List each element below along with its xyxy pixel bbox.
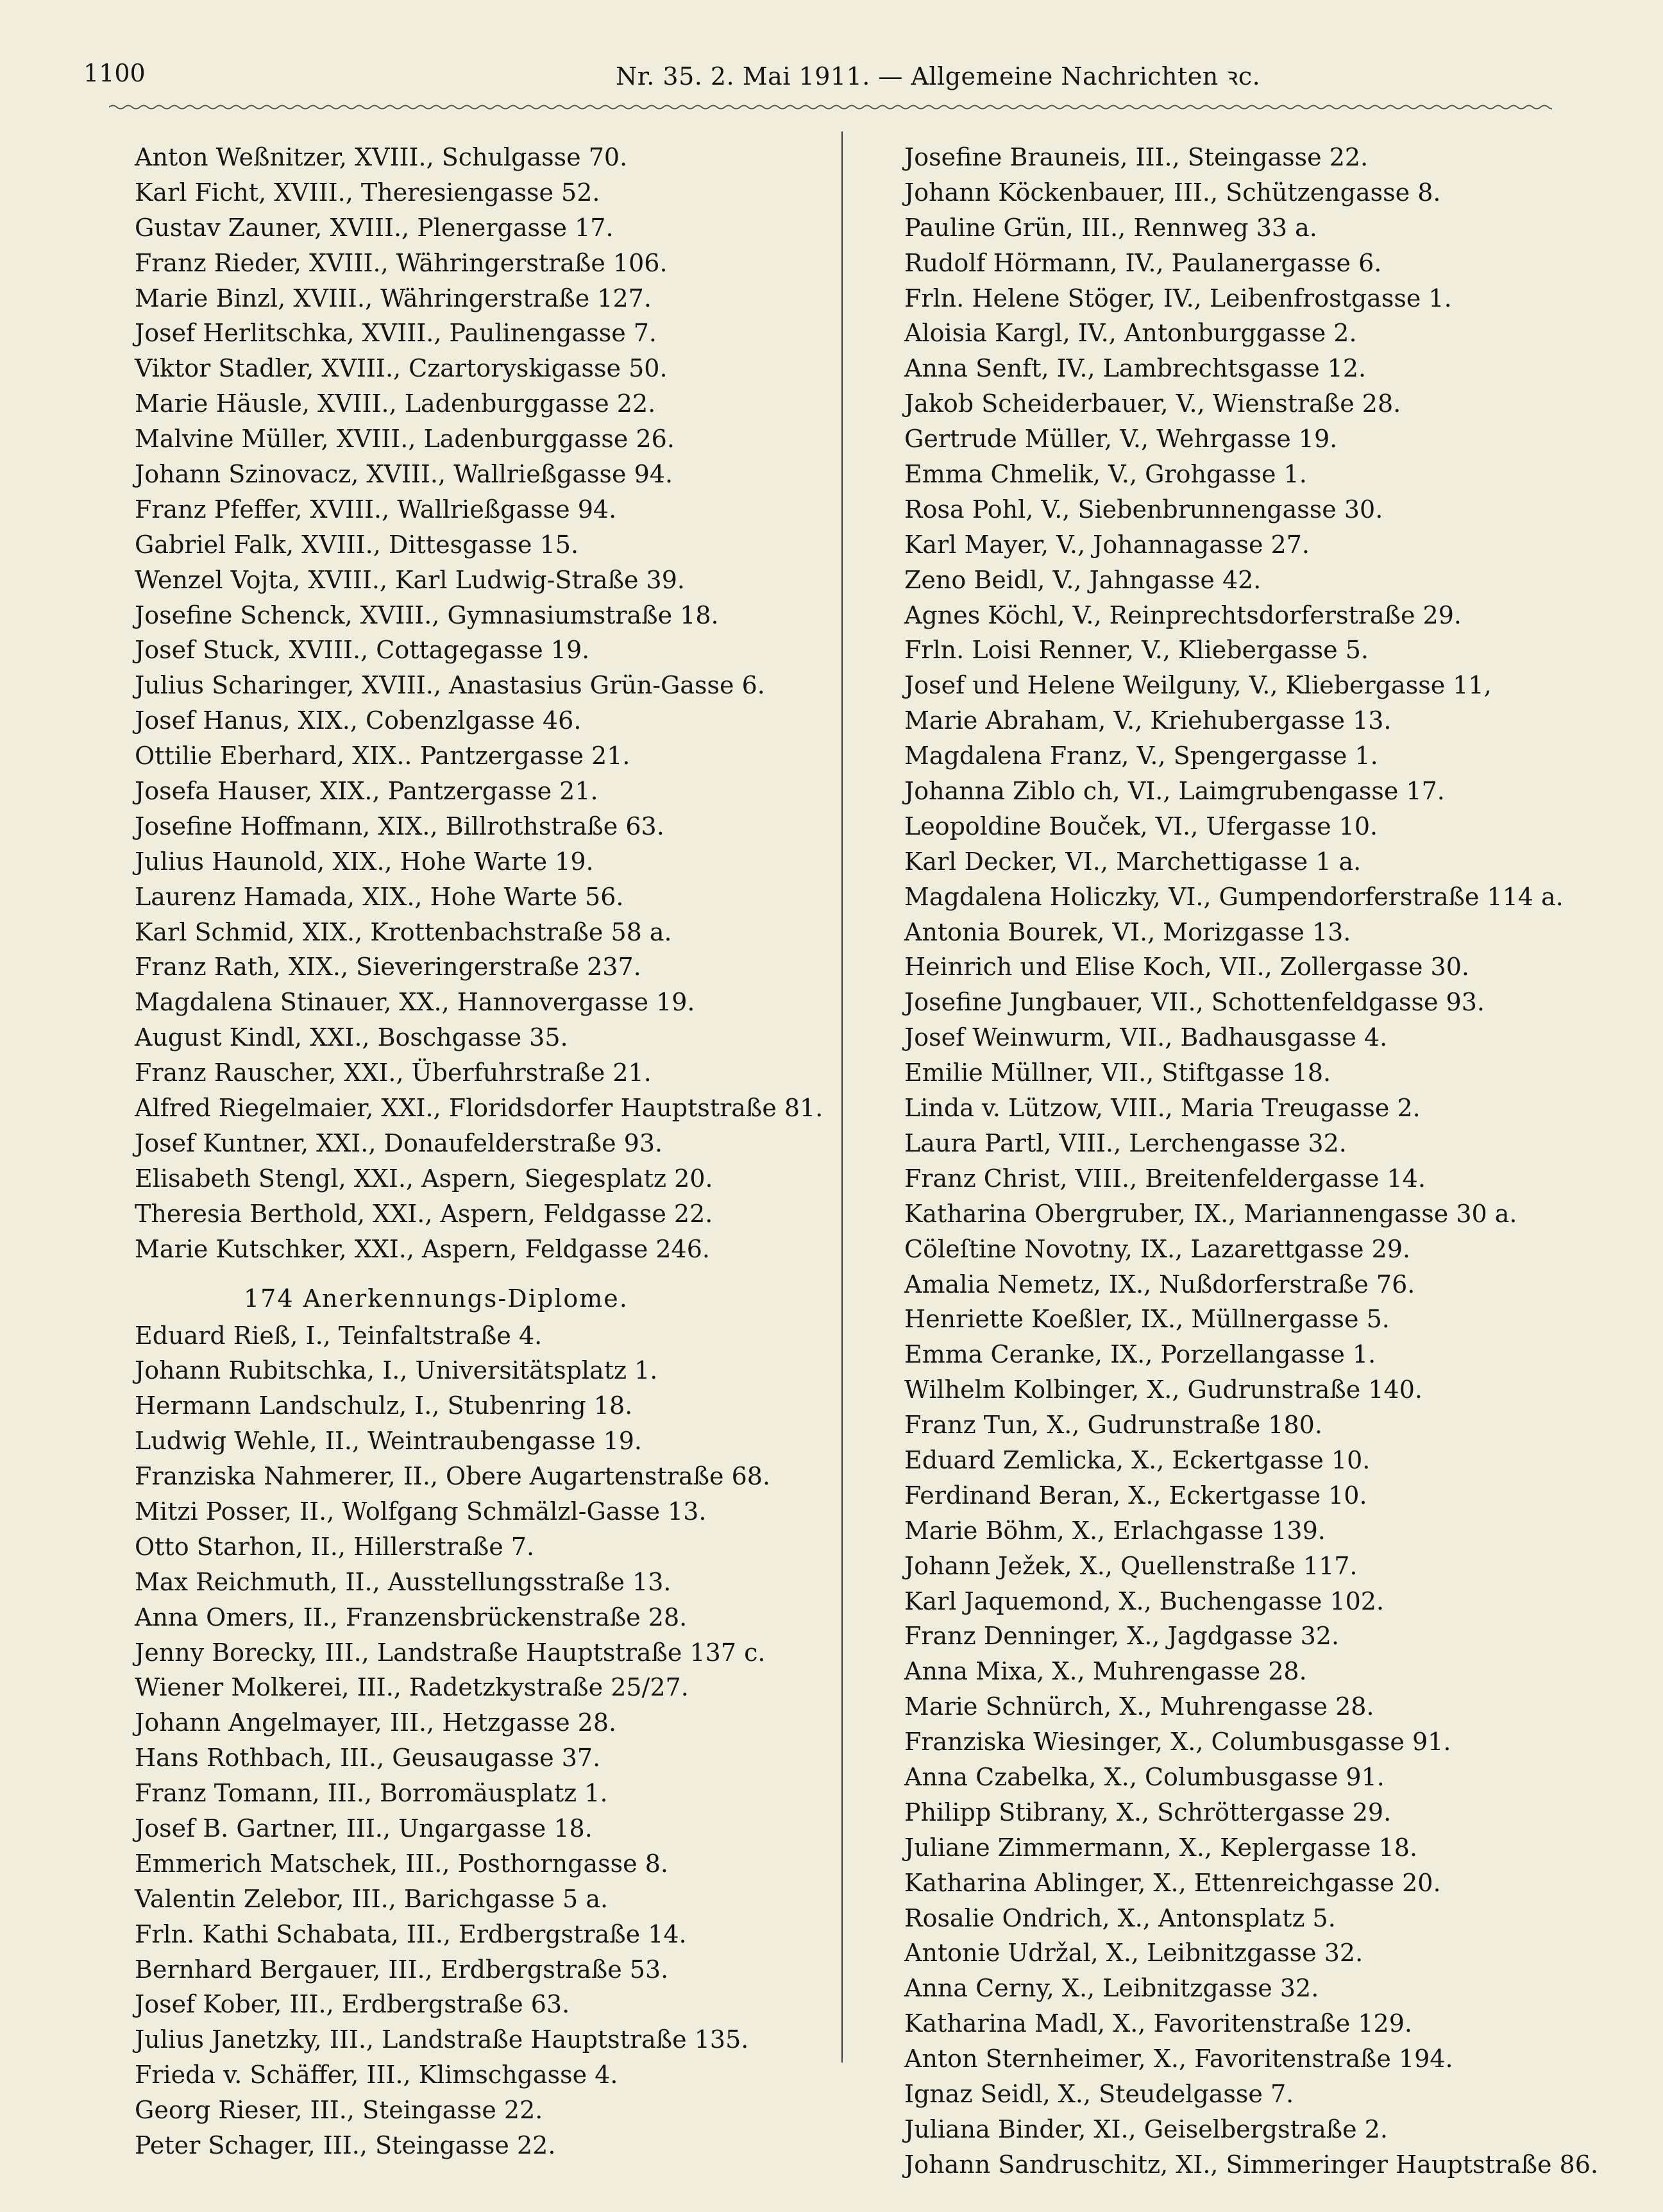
list-entry: Gabriel Falk, XVIII., Dittesgasse 15.: [135, 530, 579, 559]
list-entry: Antonie Udržal, X., Leibnitzgasse 32.: [904, 1939, 1363, 1968]
list-entry: Franz Tomann, III., Borromäusplatz 1.: [135, 1779, 608, 1808]
list-entry: Rudolf Hörmann, IV., Paulanergasse 6.: [904, 248, 1382, 277]
list-entry: Marie Schnürch, X., Muhrengasse 28.: [904, 1692, 1374, 1721]
list-entry: Elisabeth Stengl, XXI., Aspern, Siegesplatz 20.: [135, 1164, 713, 1193]
list-entry: Hermann Landschulz, I., Stubenring 18.: [135, 1391, 633, 1420]
list-entry: Marie Abraham, V., Kriehubergasse 13.: [904, 706, 1392, 735]
page-number: 1100: [83, 59, 146, 87]
list-entry: Otto Starhon, II., Hillerstraße 7.: [135, 1532, 535, 1561]
list-entry: Josef Stuck, XVIII., Cottagegasse 19.: [135, 636, 590, 665]
list-entry: Emilie Müllner, VII., Stiftgasse 18.: [904, 1059, 1331, 1087]
list-entry: Franz Denninger, X., Jagdgasse 32.: [904, 1622, 1340, 1651]
list-entry: Anna Mixa, X., Muhrengasse 28.: [904, 1657, 1307, 1686]
right-column: [904, 140, 1623, 2182]
list-entry: Anna Senft, IV., Lambrechtsgasse 12.: [904, 354, 1367, 383]
list-entry: Johann Rubitschka, I., Universitätsplatz 1.: [135, 1356, 658, 1385]
list-entry: Karl Ficht, XVIII., Theresiengasse 52.: [135, 178, 600, 207]
list-entry: Katharina Madl, X., Favoritenstraße 129.: [904, 2009, 1412, 2038]
list-entry: Katharina Obergruber, IX., Mariannengasse 30 a.: [904, 1199, 1517, 1228]
section-heading: 174 Anerkennungs-Diplome.: [244, 1284, 629, 1313]
list-entry: Malvine Müller, XVIII., Ladenburggasse 26.: [135, 425, 675, 454]
list-entry: Karl Schmid, XIX., Krottenbachstraße 58 a.: [135, 917, 672, 946]
list-entry: Johann Sandruschitz, XI., Simmeringer Hauptstraße 86.: [904, 2150, 1598, 2179]
list-entry: August Kindl, XXI., Boschgasse 35.: [135, 1023, 568, 1052]
list-entry: Franziska Nahmerer, II., Obere Augartenstraße 68.: [135, 1462, 771, 1491]
list-entry: Franz Rath, XIX., Sieveringerstraße 237.: [135, 953, 641, 982]
list-entry: Leopoldine Bouček, VI., Ufergasse 10.: [904, 812, 1378, 840]
list-entry: Gustav Zauner, XVIII., Plenergasse 17.: [135, 213, 614, 242]
list-entry: Marie Böhm, X., Erlachgasse 139.: [904, 1516, 1326, 1545]
list-entry: Laura Partl, VIII., Lerchengasse 32.: [904, 1128, 1347, 1157]
list-entry: Max Reichmuth, II., Ausstellungsstraße 13.: [135, 1567, 671, 1596]
list-entry: Valentin Zelebor, III., Barichgasse 5 a.: [135, 1884, 609, 1913]
list-entry: Marie Häusle, XVIII., Ladenburggasse 22.: [135, 389, 656, 418]
list-entry: Hans Rothbach, III., Geusaugasse 37.: [135, 1744, 601, 1773]
list-entry: Frieda v. Schäffer, III., Klimschgasse 4.: [135, 2061, 618, 2089]
list-entry: Philipp Stibrany, X., Schröttergasse 29.: [904, 1798, 1392, 1826]
list-entry: Agnes Köchl, V., Reinprechtsdorferstraße 29.: [904, 600, 1462, 629]
list-entry: Josefine Hoffmann, XIX., Billrothstraße 63.: [135, 812, 664, 840]
list-entry: Franz Christ, VIII., Breitenfeldergasse 14.: [904, 1164, 1426, 1193]
list-entry: Anna Czabelka, X., Columbusgasse 91.: [904, 1762, 1385, 1791]
list-entry: Ludwig Wehle, II., Weintraubengasse 19.: [135, 1427, 643, 1456]
list-entry: Ottilie Eberhard, XIX.. Pantzergasse 21.: [135, 742, 630, 770]
list-entry: Anna Omers, II., Franzensbrückenstraße 28.: [135, 1603, 688, 1631]
list-entry: Theresia Berthold, XXI., Aspern, Feldgasse 22.: [135, 1199, 713, 1228]
list-entry: Cöleſtine Novotny, IX., Lazarettgasse 29.: [904, 1234, 1410, 1263]
list-entry: Frln. Kathi Schabata, III., Erdbergstraße 14.: [135, 1919, 687, 1948]
list-entry: Emma Ceranke, IX., Porzellangasse 1.: [904, 1340, 1376, 1369]
list-entry: Josef und Helene Weilguny, V., Kliebergasse 11,: [904, 671, 1492, 700]
list-entry: Rosa Pohl, V., Siebenbrunnengasse 30.: [904, 495, 1383, 523]
list-entry: Josefine Jungbauer, VII., Schottenfeldgasse 93.: [904, 988, 1485, 1017]
running-head: Nr. 35. 2. Mai 1911. — Allgemeine Nachrichten ꝛc.: [616, 62, 1261, 90]
diploma-list: [135, 1318, 853, 2163]
list-entry: Marie Kutschker, XXI., Aspern, Feldgasse 246.: [135, 1234, 710, 1263]
list-entry: Ignaz Seidl, X., Steudelgasse 7.: [904, 2079, 1294, 2108]
list-entry: Karl Jaquemond, X., Buchengasse 102.: [904, 1587, 1385, 1615]
list-entry: Johann Köckenbauer, III., Schützengasse 8.: [904, 178, 1441, 207]
list-entry: Anna Cerny, X., Leibnitzgasse 32.: [904, 1974, 1319, 2003]
list-entry: Julius Scharinger, XVIII., Anastasius Grün-Gasse 6.: [135, 671, 765, 700]
list-entry: Josef Kober, III., Erdbergstraße 63.: [135, 1990, 570, 2019]
list-entry: Ferdinand Beran, X., Eckertgasse 10.: [904, 1481, 1367, 1510]
list-entry: Juliane Zimmermann, X., Keplergasse 18.: [904, 1833, 1418, 1862]
diploma-list-continued: [904, 140, 1623, 2182]
list-entry: Viktor Stadler, XVIII., Czartoryskigasse 50.: [135, 354, 668, 383]
header-rule: [109, 103, 1552, 112]
list-entry: Eduard Rieß, I., Teinfaltstraße 4.: [135, 1321, 543, 1350]
list-entry: Henriette Koeßler, IX., Müllnergasse 5.: [904, 1305, 1390, 1334]
left-column: [135, 140, 853, 2163]
list-entry: Linda v. Lützow, VIII., Maria Treugasse 2.: [904, 1094, 1421, 1123]
list-entry: Josef Kuntner, XXI., Donaufelderstraße 93.: [135, 1128, 663, 1157]
list-entry: Johann Ježek, X., Quellenstraße 117.: [904, 1551, 1358, 1580]
list-entry: Emma Chmelik, V., Grohgasse 1.: [904, 460, 1307, 489]
list-entry: Josefine Brauneis, III., Steingasse 22.: [904, 143, 1369, 171]
list-entry: Pauline Grün, III., Rennweg 33 a.: [904, 213, 1317, 242]
list-entry: Magdalena Holiczky, VI., Gumpendorferstraße 114 a.: [904, 882, 1564, 911]
list-entry: Magdalena Franz, V., Spengergasse 1.: [904, 742, 1378, 770]
list-entry: Jakob Scheiderbauer, V., Wienstraße 28.: [904, 389, 1401, 418]
list-entry: Johanna Ziblo ch, VI., Laimgrubengasse 17.: [904, 777, 1445, 806]
list-entry: Laurenz Hamada, XIX., Hohe Warte 56.: [135, 882, 624, 911]
award-list-continued: [135, 140, 853, 1267]
list-entry: Josef Herlitschka, XVIII., Paulinengasse 7.: [135, 319, 657, 348]
list-entry: Amalia Nemetz, IX., Nußdorferstraße 76.: [904, 1270, 1415, 1298]
list-entry: Mitzi Posser, II., Wolfgang Schmälzl-Gasse 13.: [135, 1497, 707, 1526]
page-header: [83, 59, 1580, 98]
list-entry: Franz Pfeffer, XVIII., Wallrießgasse 94.: [135, 495, 617, 523]
list-entry: Jenny Borecky, III., Landstraße Hauptstraße 137 c.: [135, 1638, 766, 1667]
list-entry: Eduard Zemlicka, X., Eckertgasse 10.: [904, 1445, 1371, 1474]
list-entry: Anton Sternheimer, X., Favoritenstraße 194.: [904, 2045, 1453, 2073]
list-entry: Rosalie Ondrich, X., Antonsplatz 5.: [904, 1903, 1336, 1932]
list-entry: Wiener Molkerei, III., Radetzkystraße 25/27.: [135, 1673, 689, 1702]
list-entry: Josefine Schenck, XVIII., Gymnasiumstraße 18.: [135, 600, 719, 629]
list-entry: Josef B. Gartner, III., Ungargasse 18.: [135, 1814, 593, 1842]
list-entry: Anton Weßnitzer, XVIII., Schulgasse 70.: [135, 143, 628, 171]
list-entry: Heinrich und Elise Koch, VII., Zollergasse 30.: [904, 953, 1469, 982]
list-entry: Josef Hanus, XIX., Cobenzlgasse 46.: [135, 706, 582, 735]
list-entry: Wilhelm Kolbinger, X., Gudrunstraße 140.: [904, 1375, 1422, 1404]
list-entry: Karl Mayer, V., Johannagasse 27.: [904, 530, 1310, 559]
list-entry: Frln. Loisi Renner, V., Kliebergasse 5.: [904, 636, 1369, 665]
list-entry: Zeno Beidl, V., Jahngasse 42.: [904, 565, 1262, 594]
list-entry: Gertrude Müller, V., Wehrgasse 19.: [904, 425, 1338, 454]
list-entry: Josef Weinwurm, VII., Badhausgasse 4.: [904, 1023, 1388, 1052]
list-entry: Franz Rauscher, XXI., Überfuhrstraße 21.: [135, 1059, 652, 1087]
list-entry: Wenzel Vojta, XVIII., Karl Ludwig-Straße 39.: [135, 565, 685, 594]
list-entry: Magdalena Stinauer, XX., Hannovergasse 19.: [135, 988, 695, 1017]
list-entry: Franz Tun, X., Gudrunstraße 180.: [904, 1411, 1322, 1440]
list-entry: Alfred Riegelmaier, XXI., Floridsdorfer Hauptstraße 81.: [135, 1094, 823, 1123]
list-entry: Julius Janetzky, III., Landstraße Hauptstraße 135.: [135, 2025, 749, 2054]
list-entry: Katharina Ablinger, X., Ettenreichgasse 20.: [904, 1868, 1441, 1897]
list-entry: Franz Rieder, XVIII., Währingerstraße 106.: [135, 248, 668, 277]
list-entry: Peter Schager, III., Steingasse 22.: [135, 2131, 556, 2159]
list-entry: Marie Binzl, XVIII., Währingerstraße 127.: [135, 284, 652, 312]
list-entry: Frln. Helene Stöger, IV., Leibenfrostgasse 1.: [904, 284, 1452, 312]
list-entry: Johann Szinovacz, XVIII., Wallrießgasse 94.: [135, 460, 673, 489]
list-entry: Georg Rieser, III., Steingasse 22.: [135, 2096, 543, 2125]
list-entry: Emmerich Matschek, III., Posthorngasse 8.: [135, 1849, 668, 1878]
list-entry: Johann Angelmayer, III., Hetzgasse 28.: [135, 1708, 617, 1737]
list-entry: Josefa Hauser, XIX., Pantzergasse 21.: [135, 777, 598, 806]
list-entry: Franziska Wiesinger, X., Columbusgasse 91.: [904, 1728, 1451, 1757]
list-entry: Bernhard Bergauer, III., Erdbergstraße 53.: [135, 1955, 669, 1984]
list-entry: Juliana Binder, XI., Geiselbergstraße 2.: [904, 2114, 1388, 2143]
list-entry: Antonia Bourek, VI., Morizgasse 13.: [904, 917, 1351, 946]
list-entry: Julius Haunold, XIX., Hohe Warte 19.: [135, 847, 594, 876]
list-entry: Karl Decker, VI., Marchettigasse 1 a.: [904, 847, 1362, 876]
list-entry: Aloisia Kargl, IV., Antonburggasse 2.: [904, 319, 1357, 348]
